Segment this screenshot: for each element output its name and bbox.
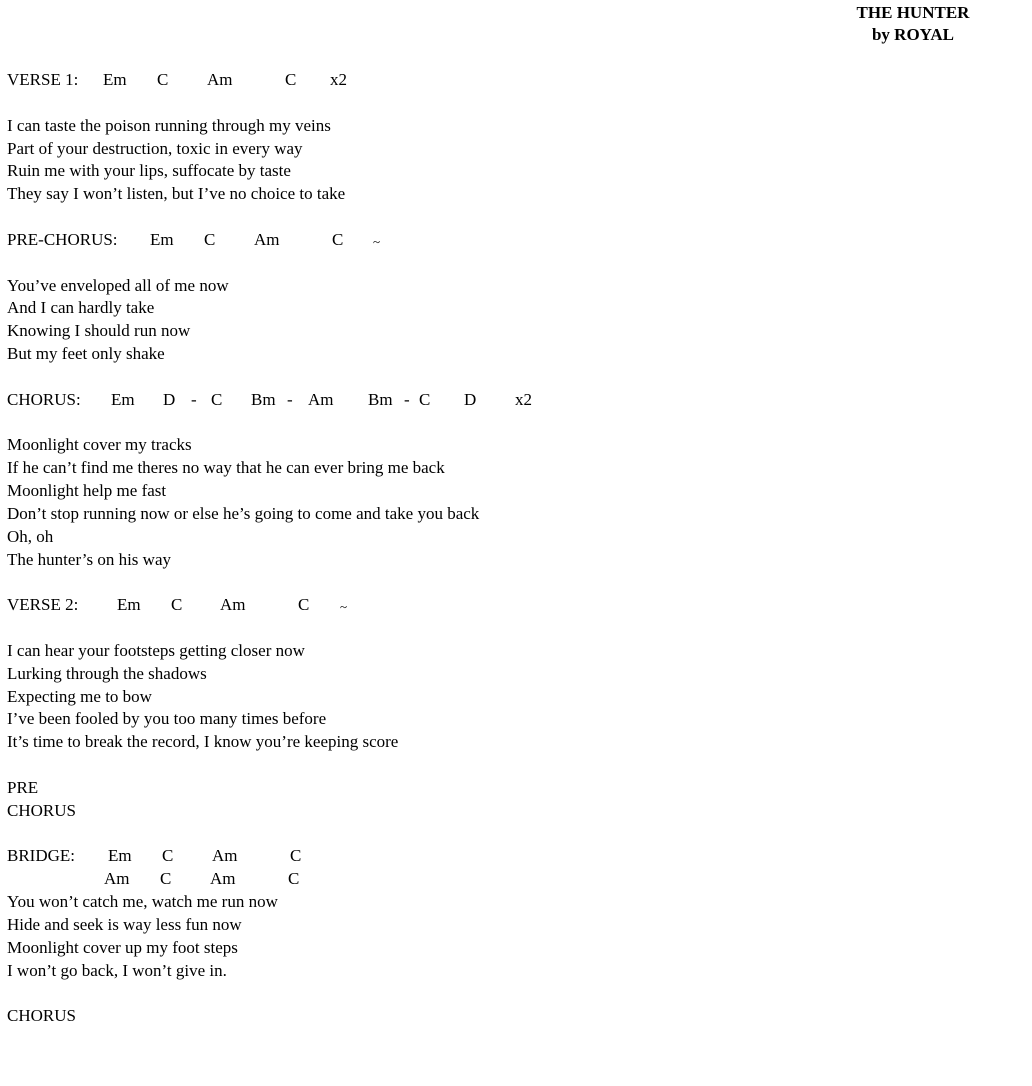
chord: C (298, 595, 310, 614)
chord: C (162, 846, 174, 865)
lyric-line: But my feet only shake (7, 344, 165, 363)
verse1-chord-line (7, 69, 567, 91)
chorus-label: CHORUS: (7, 390, 81, 409)
bridge-chord-line-2 (7, 868, 567, 890)
chord: D (163, 390, 176, 409)
prechorus-label: PRE-CHORUS: (7, 230, 118, 249)
chord: C (204, 230, 216, 249)
song-title: THE HUNTER (856, 3, 970, 22)
verse2-chord-line (7, 594, 567, 616)
lyric-line: You won’t catch me, watch me run now (7, 892, 278, 911)
lyric-line: Part of your destruction, toxic in every way (7, 139, 303, 158)
chord: Bm (251, 390, 276, 409)
chord: Am (254, 230, 280, 249)
lyric-line: Knowing I should run now (7, 321, 191, 340)
lyric-line: If he can’t find me theres no way that he can ever bring me back (7, 458, 445, 477)
section-reference: PRE (7, 778, 39, 797)
lyric-line: I’ve been fooled by you too many times before (7, 709, 327, 728)
lyric-line: I won’t go back, I won’t give in. (7, 961, 227, 980)
chord-separator: - (287, 390, 293, 409)
section-reference: CHORUS (7, 1006, 76, 1025)
chord: C (332, 230, 344, 249)
chord: Bm (368, 390, 393, 409)
continue-marker: ~ (340, 599, 348, 614)
lyric-line: Don’t stop running now or else he’s going to come and take you back (7, 504, 480, 523)
lyric-line: You’ve enveloped all of me now (7, 276, 229, 295)
chord: Am (104, 869, 130, 888)
chord: Em (150, 230, 174, 249)
repeat-marker: x2 (515, 390, 532, 409)
lyric-line: Ruin me with your lips, suffocate by taste (7, 161, 291, 180)
lyric-line: Hide and seek is way less fun now (7, 915, 242, 934)
chord: Em (117, 595, 141, 614)
lyric-line: Oh, oh (7, 527, 54, 546)
chord: Em (111, 390, 135, 409)
continue-marker: ~ (373, 234, 381, 249)
chord: C (285, 70, 297, 89)
section-reference: CHORUS (7, 801, 76, 820)
chord: C (419, 390, 431, 409)
chorus-chord-line (7, 389, 567, 411)
chord: Am (308, 390, 334, 409)
lyric-line: Moonlight cover my tracks (7, 435, 192, 454)
lyric-line: The hunter’s on his way (7, 550, 171, 569)
chord: C (290, 846, 302, 865)
chord: D (464, 390, 477, 409)
bridge-chord-line (7, 845, 567, 867)
chord: Am (210, 869, 236, 888)
lyric-line: I can hear your footsteps getting closer now (7, 641, 305, 660)
chord: C (160, 869, 172, 888)
lyric-line: Moonlight help me fast (7, 481, 167, 500)
repeat-marker: x2 (330, 70, 347, 89)
song-artist: by ROYAL (871, 25, 955, 44)
chord: C (171, 595, 183, 614)
lyric-line: Lurking through the shadows (7, 664, 207, 683)
song-header (800, 2, 1026, 46)
prechorus-chord-line (7, 229, 567, 251)
lyric-line: Expecting me to bow (7, 687, 152, 706)
lyric-line: It’s time to break the record, I know you’re keeping score (7, 732, 399, 751)
verse2-label: VERSE 2: (7, 595, 79, 614)
chord: C (157, 70, 169, 89)
lyric-line: And I can hardly take (7, 298, 155, 317)
chord: Am (207, 70, 233, 89)
chord: Em (108, 846, 132, 865)
lyric-line: Moonlight cover up my foot steps (7, 938, 238, 957)
chord: Am (212, 846, 238, 865)
bridge-label: BRIDGE: (7, 846, 75, 865)
lyric-line: I can taste the poison running through my veins (7, 116, 331, 135)
chord-separator: - (404, 390, 410, 409)
chord: Am (220, 595, 246, 614)
chord-separator: - (191, 390, 197, 409)
chord: C (288, 869, 300, 888)
chord: C (211, 390, 223, 409)
chord: Em (103, 70, 127, 89)
lyric-line: They say I won’t listen, but I’ve no choice to take (7, 184, 346, 203)
verse1-label: VERSE 1: (7, 70, 79, 89)
